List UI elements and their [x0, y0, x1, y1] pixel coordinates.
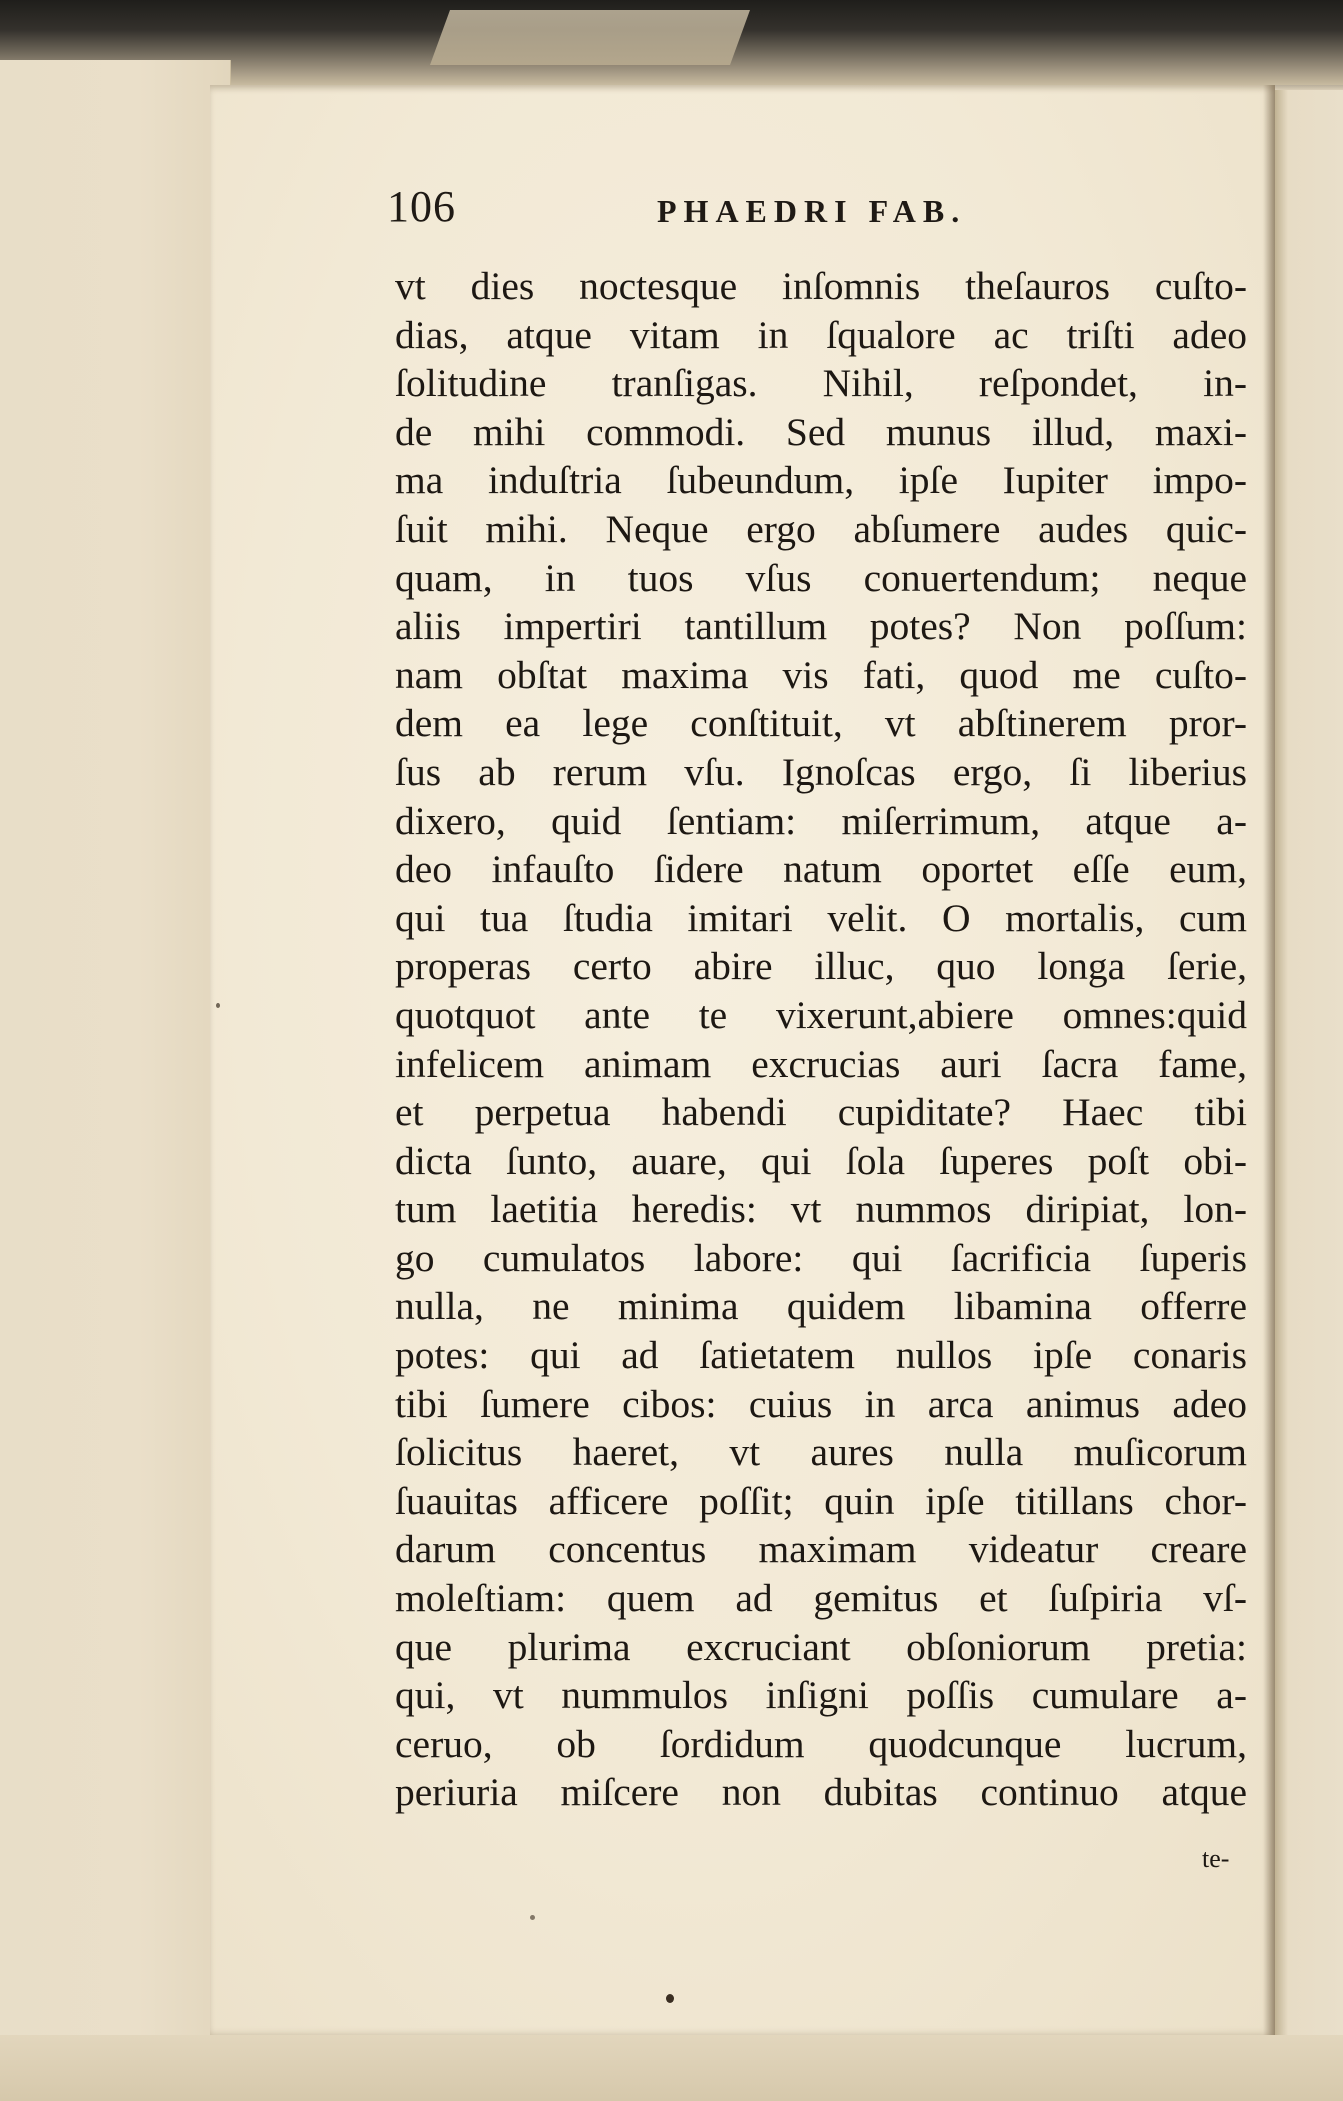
bottom-margin [0, 2035, 1343, 2101]
running-title: PHAEDRI FAB. [657, 193, 967, 229]
text-line: dias, atque vitam in ſqualore ac triſti adeo [395, 312, 1247, 357]
text-line: ſus ab rerum vſu. Ignoſcas ergo, ſi liberius [395, 749, 1247, 794]
binding-board [0, 60, 231, 2101]
text-line: dicta ſunto, auare, qui ſola ſuperes poſt obi- [395, 1138, 1247, 1183]
text-line: ſuit mihi. Neque ergo abſumere audes quic- [395, 506, 1247, 551]
text-line: potes: qui ad ſatietatem nullos ipſe conaris [395, 1333, 1247, 1378]
ink-speck [216, 1003, 220, 1008]
text-line: vt dies noctesque inſomnis theſauros cuſto- [395, 264, 1247, 308]
text-line: moleſtiam: quem ad gemitus et ſuſpiria vſ- [395, 1576, 1247, 1621]
ink-speck [530, 1915, 535, 1920]
text-line: go cumulatos labore: qui ſacrificia ſuperis [395, 1235, 1247, 1280]
text-line: nam obſtat maxima vis fati, quod me cuſto- [395, 652, 1247, 697]
text-line: quotquot ante te vixerunt,abiere omnes:quid [395, 992, 1247, 1037]
text-line: ma induſtria ſubeundum, ipſe Iupiter impo- [395, 458, 1247, 503]
text-line: darum concentus maximam videatur creare [395, 1527, 1247, 1572]
text-line: aliis impertiri tantillum potes? Non poſſum: [395, 604, 1247, 649]
text-line: de mihi commodi. Sed munus illud, maxi- [395, 409, 1247, 454]
text-line: ſolitudine tranſigas. Nihil, reſpondet, in- [395, 361, 1247, 406]
text-line: et perpetua habendi cupiditate? Haec tibi [395, 1090, 1247, 1135]
text-line: ceruo, ob ſordidum quodcunque lucrum, [395, 1721, 1247, 1766]
ink-speck [666, 1994, 674, 2003]
text-line: qui tua ſtudia imitari velit. O mortalis, cum [395, 895, 1247, 940]
catchword: te- [1202, 1844, 1230, 1873]
text-line: periuria miſcere non dubitas continuo atque [395, 1770, 1247, 1815]
text-line: ſuauitas afficere poſſit; quin ipſe titillans chor- [395, 1478, 1247, 1523]
body-text [395, 262, 1255, 1817]
text-line: dixero, quid ſentiam: miſerrimum, atque a- [395, 798, 1247, 843]
text-line: quam, in tuos vſus conuertendum; neque [395, 555, 1247, 600]
running-head [387, 182, 1087, 241]
text-line: deo infauſto ſidere natum oportet eſſe eum, [395, 847, 1247, 892]
text-line: properas certo abire illuc, quo longa ſerie, [395, 944, 1247, 989]
text-line: tibi ſumere cibos: cuius in arca animus adeo [395, 1381, 1247, 1426]
text-line: tum laetitia heredis: vt nummos diripiat, lon- [395, 1187, 1247, 1232]
text-line: infelicem animam excrucias auri ſacra fame, [395, 1041, 1247, 1086]
text-line: nulla, ne minima quidem libamina offerre [395, 1284, 1247, 1329]
page-number: 106 [387, 182, 456, 231]
text-line: dem ea lege conſtituit, vt abſtinerem pror- [395, 701, 1247, 746]
text-line: ſolicitus haeret, vt aures nulla muſicorum [395, 1430, 1247, 1475]
text-line: qui, vt nummulos inſigni poſſis cumulare a- [395, 1673, 1247, 1718]
text-line: que plurima excruciant obſoniorum pretia: [395, 1624, 1247, 1669]
